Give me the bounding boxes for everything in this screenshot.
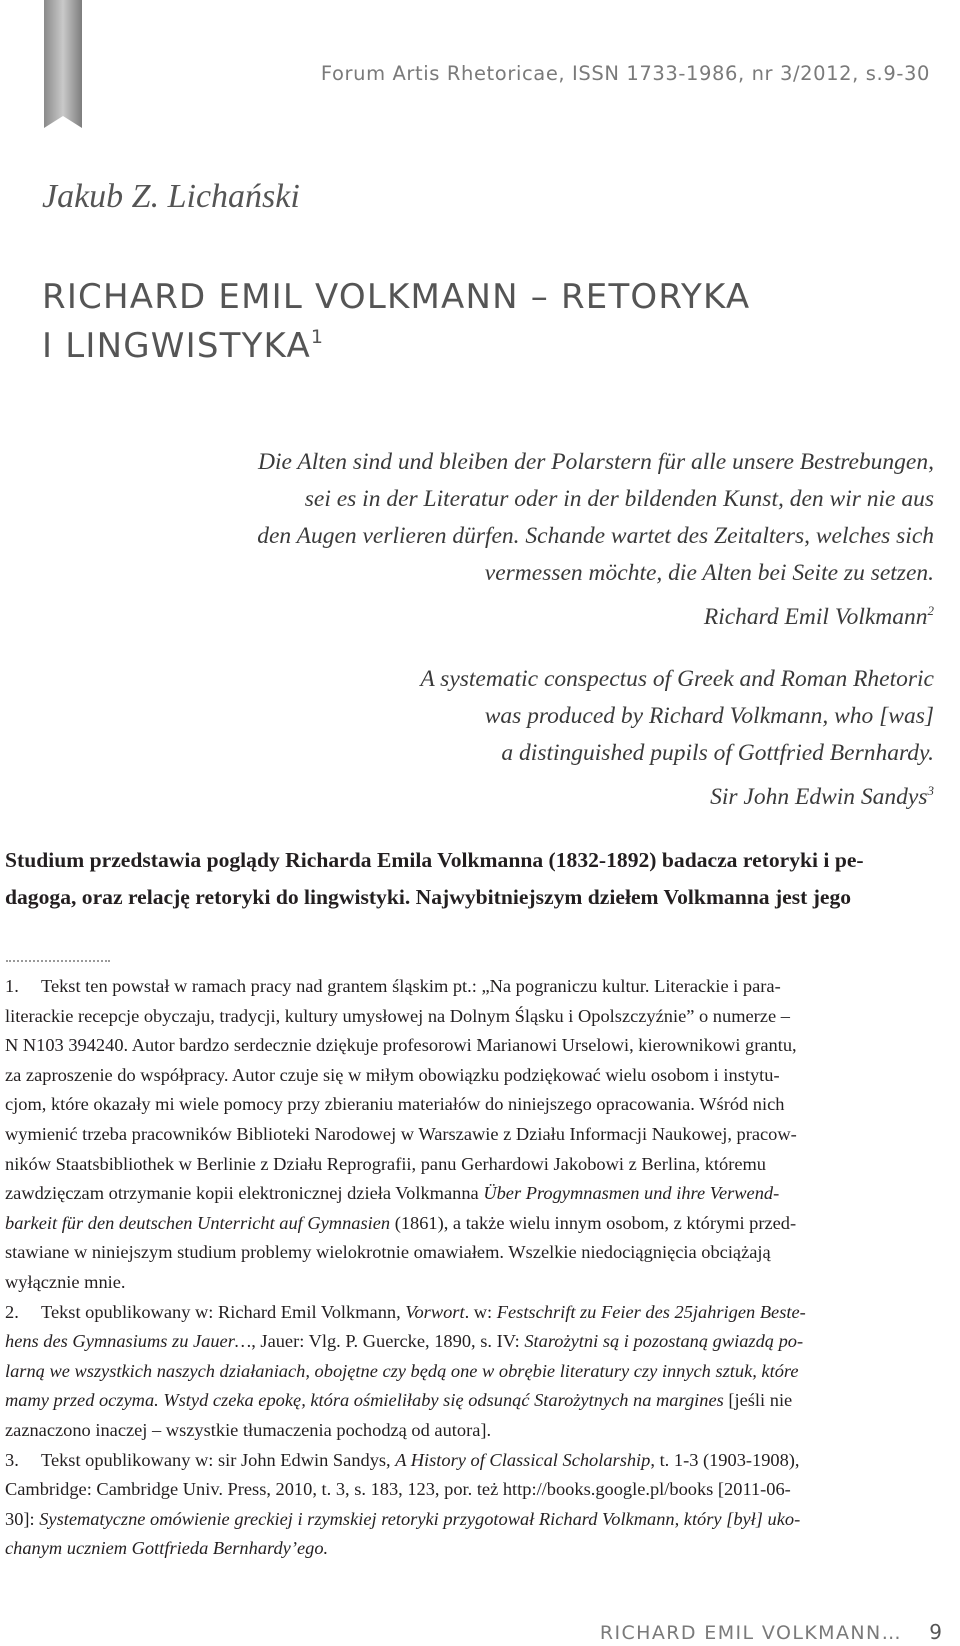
footnote-3 bbox=[5, 1446, 937, 1476]
footnote-text: Tekst opublikowany w: Richard Emil Volkmann, bbox=[41, 1301, 406, 1322]
article-title bbox=[42, 277, 750, 366]
epigraph-footnote-ref[interactable]: 3 bbox=[927, 783, 934, 798]
epigraph-line: sei es in der Literatur oder in der bildenden Kunst, den wir nie aus bbox=[304, 486, 934, 512]
footnote-line: stawiane w niniejszym studium problemy wielokrotnie omawiałem. Wszelkie niedociągnięcia obciążają bbox=[5, 1242, 771, 1263]
footnote-line: wymienić trzeba pracowników Biblioteki Narodowej w Warszawie z Działu Informacji Naukowej, pracow- bbox=[5, 1123, 797, 1144]
epigraph-line: Die Alten sind und bleiben der Polarstern für alle unsere Bestrebungen, bbox=[258, 449, 934, 475]
footnote-work-title: hens des Gymnasiums zu Jauer… bbox=[5, 1331, 252, 1352]
footnote-translation: larną we wszystkich naszych działaniach, obojętne czy będą one w obrębie literatury czy innych sztuk, które bbox=[5, 1360, 799, 1381]
epigraph-source-name: Sir John Edwin Sandys bbox=[710, 784, 928, 810]
epigraph-line: A systematic conspectus of Greek and Roman Rhetoric bbox=[420, 666, 934, 692]
footnote-line: literackie recepcje obyczaju, tradycji, kultury umysłowej na Dolnym Śląsku i Opolszczyźnie” o numerze – bbox=[5, 1005, 790, 1026]
footnote-line: cjom, które okazały mi wiele pomocy przy zbieraniu materiałów do niniejszego opracowania. Wśród nich bbox=[5, 1094, 785, 1115]
footnote-line: N N103 394240. Autor bardzo serdecznie dziękuje profesorowi Marianowi Urselowi, kierownikowi grantu, bbox=[5, 1035, 797, 1056]
footnote-number: 2. bbox=[5, 1301, 19, 1322]
footnote-2 bbox=[5, 1298, 937, 1328]
footnote-1 bbox=[5, 972, 937, 1002]
footnote-text: Tekst opublikowany w: sir John Edwin Sandys, bbox=[41, 1449, 396, 1470]
epigraph-source bbox=[420, 772, 934, 816]
footnote-text: (1861), a także wielu innym osobom, z którymi przed- bbox=[390, 1212, 797, 1233]
footnote-work-title: Über Progymnasmen und ihre Verwend- bbox=[483, 1183, 780, 1204]
footnote-work-title: A History of Classical Scholarship bbox=[395, 1449, 651, 1470]
footnote-line bbox=[5, 1386, 937, 1416]
epigraph-line: vermessen möchte, die Alten bei Seite zu setzen. bbox=[484, 560, 934, 586]
footnote-work-title: barkeit für den deutschen Unterricht auf Gymnasien bbox=[5, 1212, 391, 1233]
title-line-2: I LINGWISTYKA bbox=[42, 326, 311, 366]
footnote-text: . w: bbox=[464, 1301, 497, 1322]
footnote-text: [jeśli nie bbox=[723, 1390, 793, 1411]
footnote-line: za zaproszenie do współpracy. Autor czuje się w miłym obowiązku podziękować wielu osobom i instytu- bbox=[5, 1064, 780, 1085]
footnote-text: , t. 1-3 (1903-1908), bbox=[650, 1449, 800, 1470]
abstract-paragraph bbox=[5, 842, 937, 916]
epigraph-line: was produced by Richard Volkmann, who [was] bbox=[484, 703, 934, 729]
footnote-number: 3. bbox=[5, 1449, 19, 1470]
footnote-text: , Jauer: Vlg. P. Guercke, 1890, s. IV: bbox=[251, 1331, 525, 1352]
footnote-work-title: Vorwort bbox=[405, 1301, 465, 1322]
footnote-translation: chanym uczniem Gottfrieda Bernhardy’ego. bbox=[5, 1538, 329, 1559]
footnote-translation: Systematyczne omówienie greckiej i rzymskiej retoryki przygotował Richard Volkmann, który [był] uko- bbox=[39, 1508, 801, 1529]
abstract-line: dagoga, oraz relację retoryki do lingwistyki. Najwybitniejszym dziełem Volkmanna jest jego bbox=[5, 885, 852, 909]
title-line-1: RICHARD EMIL VOLKMANN – RETORYKA bbox=[42, 277, 751, 317]
journal-citation: Forum Artis Rhetoricae, ISSN 1733-1986, nr 3/2012, s.9-30 bbox=[320, 62, 930, 85]
footnote-text: zawdzięczam otrzymanie kopii elektronicznej dzieła Volkmanna bbox=[5, 1183, 484, 1204]
footnote-translation: Starożytni są i pozostaną gwiazdą po- bbox=[524, 1331, 804, 1352]
footnote-line: wyłącznie mnie. bbox=[5, 1271, 126, 1292]
footnote-line: zaznaczono inaczej – wszystkie tłumaczenia pochodzą od autora]. bbox=[5, 1419, 492, 1440]
bookmark-ribbon-icon bbox=[44, 0, 82, 130]
running-head: RICHARD EMIL VOLKMANN… bbox=[599, 1622, 902, 1644]
epigraph-source-name: Richard Emil Volkmann bbox=[703, 604, 928, 630]
footnote-line: Cambridge: Cambridge Univ. Press, 2010, t. 3, s. 183, 123, por. też http://books.google.pl/books [2011-06- bbox=[5, 1479, 791, 1500]
footnote-line bbox=[5, 1179, 937, 1209]
author-name: Jakub Z. Lichański bbox=[42, 178, 300, 215]
footnote-line bbox=[5, 1534, 937, 1564]
page-number: 9 bbox=[929, 1620, 942, 1644]
epigraph-footnote-ref[interactable]: 2 bbox=[927, 603, 934, 618]
footnote-line: ników Staatsbibliothek w Berlinie z Działu Reprografii, panu Gerhardowi Jakobowi z Berlina, któremu bbox=[5, 1153, 766, 1174]
footnote-text: 30]: bbox=[5, 1508, 40, 1529]
abstract-line: Studium przedstawia poglądy Richarda Emila Volkmanna (1832-1892) badacza retoryki i pe- bbox=[5, 848, 864, 872]
epigraph-german bbox=[257, 444, 934, 636]
epigraph-line: den Augen verlieren dürfen. Schande wartet des Zeitalters, welches sich bbox=[257, 523, 934, 549]
epigraph-line: a distinguished pupils of Gottfried Bernhardy. bbox=[501, 740, 934, 766]
footnote-work-title: Festschrift zu Feier des 25jahrigen Beste- bbox=[496, 1301, 806, 1322]
footnote-separator bbox=[6, 960, 110, 962]
footnote-number: 1. bbox=[5, 976, 19, 996]
footnote-line bbox=[5, 1209, 937, 1239]
epigraph-english bbox=[420, 661, 934, 816]
footnote-line bbox=[5, 1327, 937, 1357]
title-footnote-ref[interactable]: 1 bbox=[310, 326, 324, 348]
epigraph-source bbox=[257, 592, 934, 636]
footnotes bbox=[5, 972, 937, 1564]
footnote-line bbox=[5, 1357, 937, 1387]
footnote-line bbox=[5, 1505, 937, 1535]
footnote-translation: mamy przed oczyma. Wstyd czeka epokę, która ośmieliłaby się odsunąć Starożytnych na margines bbox=[5, 1390, 724, 1411]
footnote-text: Tekst ten powstał w ramach pracy nad grantem śląskim pt.: „Na pograniczu kultur. Literackie i para- bbox=[41, 976, 781, 996]
